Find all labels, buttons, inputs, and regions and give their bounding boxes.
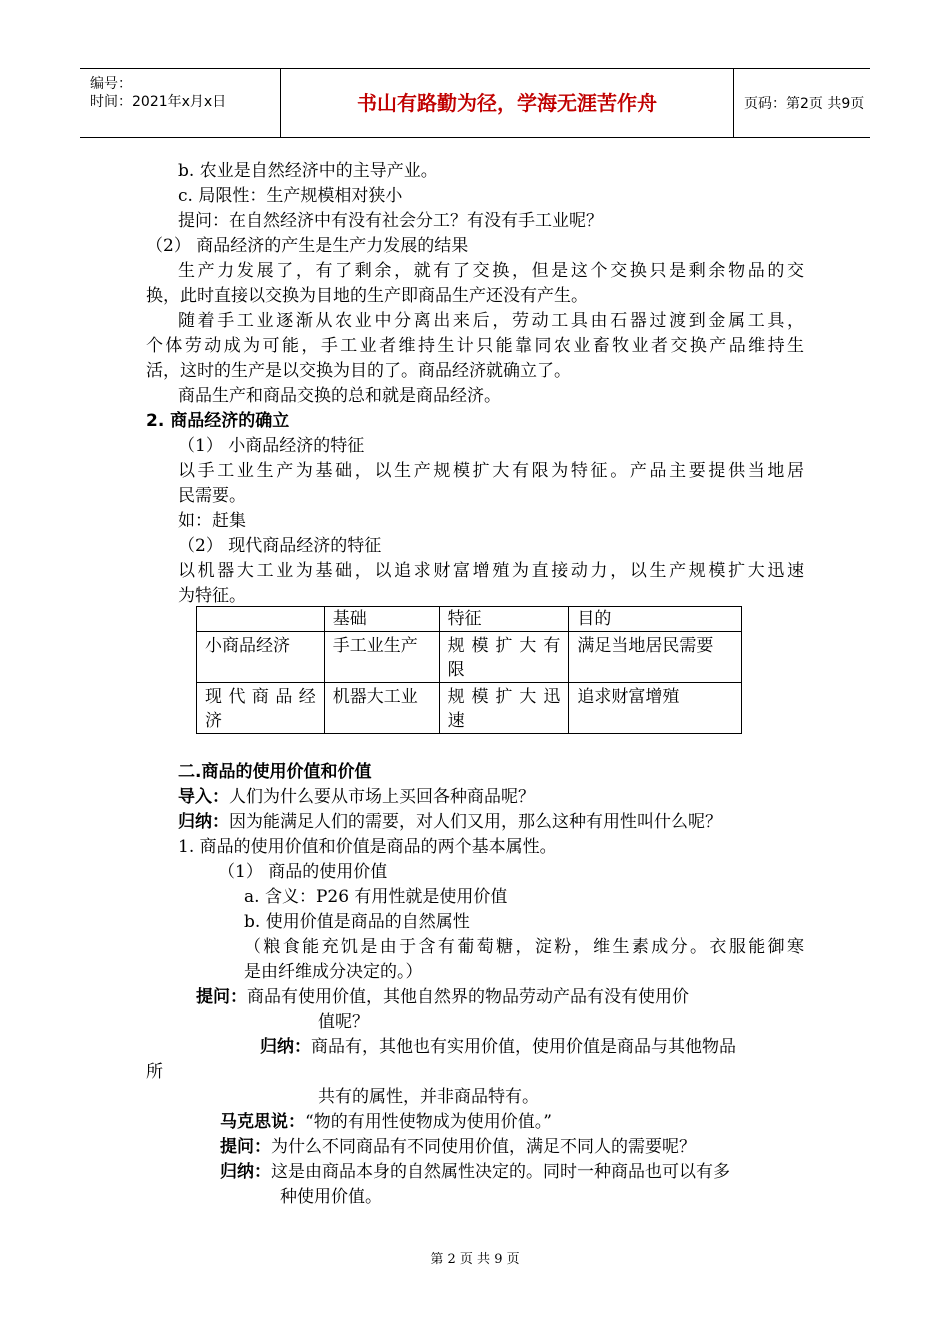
text-line (260, 1036, 736, 1058)
text-line: （1） 商品的使用价值 (218, 862, 388, 882)
text-line (220, 1136, 696, 1158)
text-line: 民需要。 (178, 486, 246, 506)
table-cell: 手工业生产 (324, 632, 439, 683)
text-marx-quote: “物的有用性使物成为使用价值。” (305, 1112, 552, 1132)
text-line: 共有的属性，并非商品特有。 (318, 1087, 539, 1107)
table-header-row (197, 607, 742, 632)
text-daoru: 人们为什么要从市场上买回各种商品呢？ (229, 787, 535, 807)
text-line: 商品生产和商品交换的总和就是商品经济。 (178, 386, 501, 406)
text-line: 为特征。 (178, 586, 246, 606)
cell-line: 规 模 扩 大 迅 (447, 687, 561, 707)
table-header-cell (197, 607, 325, 632)
label-guina: 归纳： (220, 1162, 271, 1182)
header-page-cell (734, 69, 870, 137)
section-heading: 2. 商品经济的确立 (146, 411, 290, 431)
text-line: （1） 小商品经济的特征 (178, 436, 365, 456)
text-line (196, 986, 689, 1008)
text-line: 活，这时的生产是以交换为目的了。商品经济就确立了。 (146, 361, 571, 381)
label-tiwen: 提问： (220, 1137, 271, 1157)
table-cell: 小商品经济 (197, 632, 325, 683)
text-line: 所 (146, 1062, 163, 1082)
text-line: 以手工业生产为基础，以生产规模扩大有限为特征。产品主要提供当地居 (178, 461, 804, 481)
text-line: 个体劳动成为可能，手工业者维持生计只能靠同农业畜牧业者交换产品维持生 (146, 336, 804, 356)
cell-line: 规 模 扩 大 有 (447, 636, 561, 656)
cell-line: 限 (447, 660, 465, 680)
comparison-table (196, 606, 742, 734)
text-line: （2） 现代商品经济的特征 (178, 536, 382, 556)
text-line: 随着手工业逐渐从农业中分离出来后，劳动工具由石器过渡到金属工具， (178, 311, 804, 331)
text-line: 如：赶集 (178, 511, 246, 531)
text-guina: 因为能满足人们的需要，对人们又用，那么这种有用性叫什么呢？ (229, 812, 722, 832)
text-line: a. 含义：P26 有用性就是使用价值 (244, 887, 508, 907)
text-line: 换，此时直接以交换为目地的生产即商品生产还没有产生。 (146, 286, 588, 306)
label-marx: 马克思说： (220, 1112, 305, 1132)
table-row (197, 683, 742, 734)
table-row (197, 632, 742, 683)
table-cell (439, 683, 569, 734)
header-motto: 书山有路勤为径，学海无涯苦作舟 (357, 91, 657, 115)
header-motto-cell (281, 69, 734, 137)
text-line: 1. 商品的使用价值和价值是商品的两个基本属性。 (178, 837, 557, 857)
table-header-cell: 目的 (569, 607, 742, 632)
text-line: （2） 商品经济的产生是生产力发展的结果 (146, 236, 469, 256)
header-page-code: 页码：第2页 共9页 (744, 96, 865, 112)
page-header (80, 68, 870, 138)
text-line: 种使用价值。 (280, 1187, 382, 1207)
text-line (220, 1111, 552, 1133)
text-line: b. 农业是自然经济中的主导产业。 (178, 161, 438, 181)
label-guina: 归纳： (178, 812, 229, 832)
table-header-cell: 特征 (439, 607, 569, 632)
text-line: 生产力发展了，有了剩余，就有了交换，但是这个交换只是剩余物品的交 (178, 261, 804, 281)
text-line: b. 使用价值是商品的自然属性 (244, 912, 470, 932)
text-guina: 这是由商品本身的自然属性决定的。同时一种商品也可以有多 (271, 1162, 730, 1182)
cell-line: 速 (447, 711, 465, 731)
text-line (220, 1161, 730, 1183)
text-line: c. 局限性：生产规模相对狭小 (178, 186, 403, 206)
number-label: 编号： (90, 76, 132, 92)
table-cell: 机器大工业 (324, 683, 439, 734)
table-cell (197, 683, 325, 734)
section-heading: 二.商品的使用价值和价值 (178, 762, 372, 782)
text-line: 以机器大工业为基础，以追求财富增殖为直接动力，以生产规模扩大迅速 (178, 561, 804, 581)
label-daoru: 导入： (178, 787, 229, 807)
label-guina: 归纳： (260, 1037, 311, 1057)
text-guina: 商品有，其他也有实用价值，使用价值是商品与其他物品 (311, 1037, 736, 1057)
text-line: 值呢？ (318, 1012, 369, 1032)
text-line: 提问：在自然经济中有没有社会分工？有没有手工业呢？ (178, 211, 603, 231)
table-cell: 满足当地居民需要 (569, 632, 742, 683)
cell-line: 现 代 商 品 经 (205, 687, 316, 707)
header-meta-cell (80, 69, 281, 137)
time-label: 时间：2021年x月x日 (90, 94, 227, 110)
page-footer: 第 2 页 共 9 页 (430, 1252, 520, 1267)
table-header-cell: 基础 (324, 607, 439, 632)
text-line: 是由纤维成分决定的。） (244, 962, 423, 982)
text-line: （粮食能充饥是由于含有葡萄糖，淀粉，维生素成分。衣服能御寒 (244, 937, 804, 957)
text-line (178, 811, 722, 833)
table-cell (439, 632, 569, 683)
table-cell: 追求财富增殖 (569, 683, 742, 734)
cell-line: 济 (205, 711, 222, 731)
label-tiwen: 提问： (196, 987, 247, 1007)
text-tiwen: 为什么不同商品有不同使用价值，满足不同人的需要呢？ (271, 1137, 696, 1157)
text-line (178, 786, 535, 808)
text-tiwen: 商品有使用价值，其他自然界的物品劳动产品有没有使用价 (247, 987, 689, 1007)
